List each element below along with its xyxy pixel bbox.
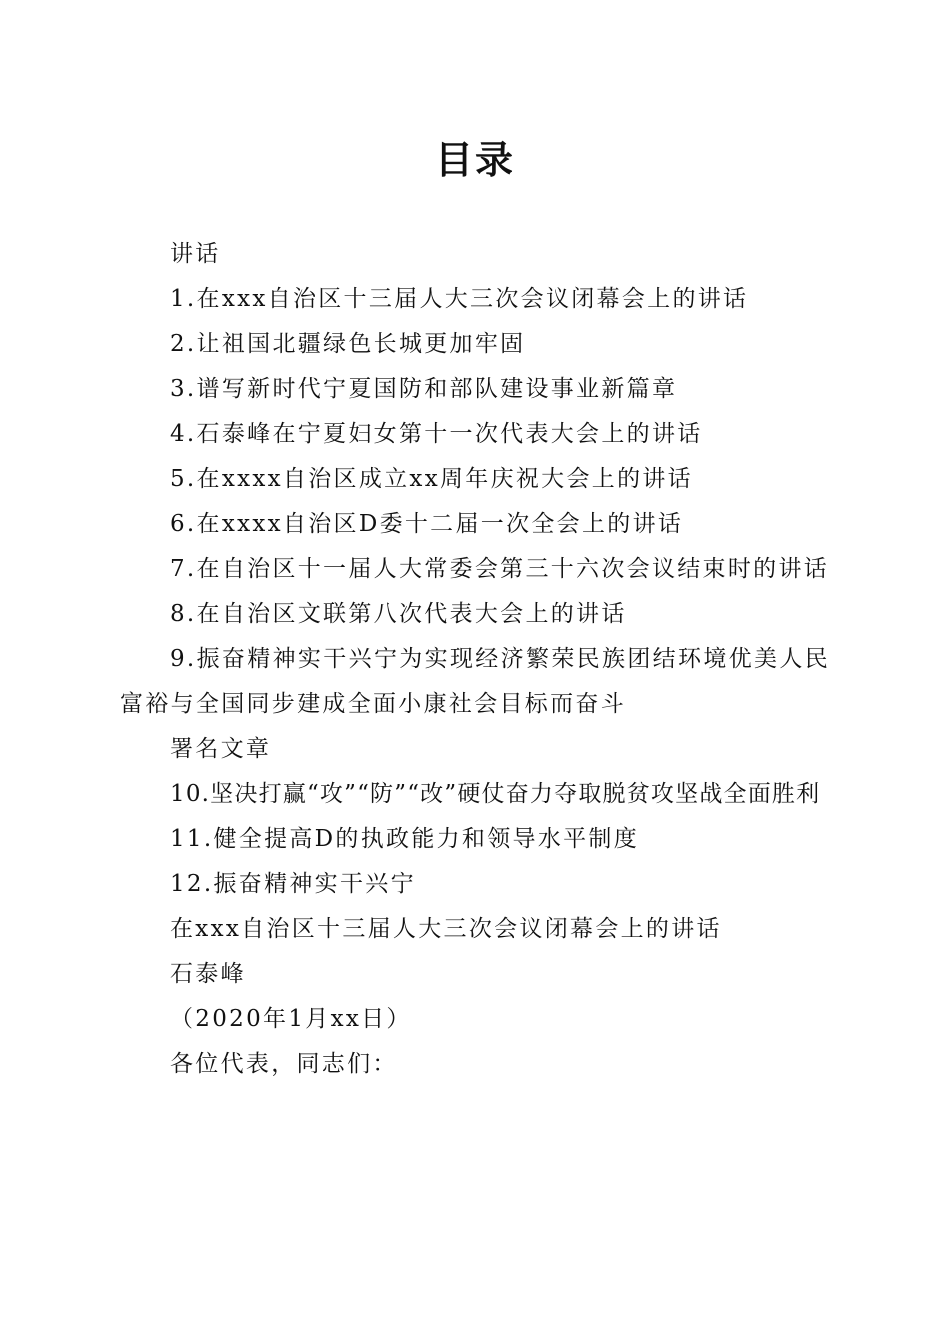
page-title: 目录 — [434, 137, 515, 182]
toc-item-4: 4.石泰峰在宁夏妇女第十一次代表大会上的讲话 — [170, 421, 703, 447]
document-body — [120, 232, 830, 1087]
toc-item-6: 6.在xxxx自治区D委十二届一次全会上的讲话 — [170, 511, 684, 537]
toc-item-2: 2.让祖国北疆绿色长城更加牢固 — [170, 331, 526, 357]
speech-salutation: 各位代表，同志们： — [170, 1051, 398, 1077]
toc-item-10: 10.坚决打赢“攻”“防”“改”硬仗奋力夺取脱贫攻坚战全面胜利 — [170, 781, 821, 807]
speech-title: 在xxx自治区十三届人大三次会议闭幕会上的讲话 — [170, 916, 722, 942]
toc-item-9: 9.振奋精神实干兴宁为实现经济繁荣民族团结环境优美人民富裕与全国同步建成全面小康社会目标而奋斗 — [120, 646, 830, 717]
toc-item-11: 11.健全提高D的执政能力和领导水平制度 — [170, 826, 640, 852]
toc-item-1: 1.在xxx自治区十三届人大三次会议闭幕会上的讲话 — [170, 286, 749, 312]
toc-item-8: 8.在自治区文联第八次代表大会上的讲话 — [170, 601, 627, 627]
toc-item-5: 5.在xxxx自治区成立xx周年庆祝大会上的讲话 — [170, 466, 693, 492]
speech-date: （2020年1月xx日） — [170, 1006, 412, 1032]
section-heading-speeches: 讲话 — [170, 241, 221, 267]
toc-item-12: 12.振奋精神实干兴宁 — [170, 871, 416, 897]
toc-item-3: 3.谱写新时代宁夏国防和部队建设事业新篇章 — [170, 376, 678, 402]
speech-author: 石泰峰 — [170, 961, 246, 987]
toc-item-7: 7.在自治区十一届人大常委会第三十六次会议结束时的讲话 — [170, 556, 830, 582]
section-heading-signed-articles: 署名文章 — [170, 736, 272, 762]
